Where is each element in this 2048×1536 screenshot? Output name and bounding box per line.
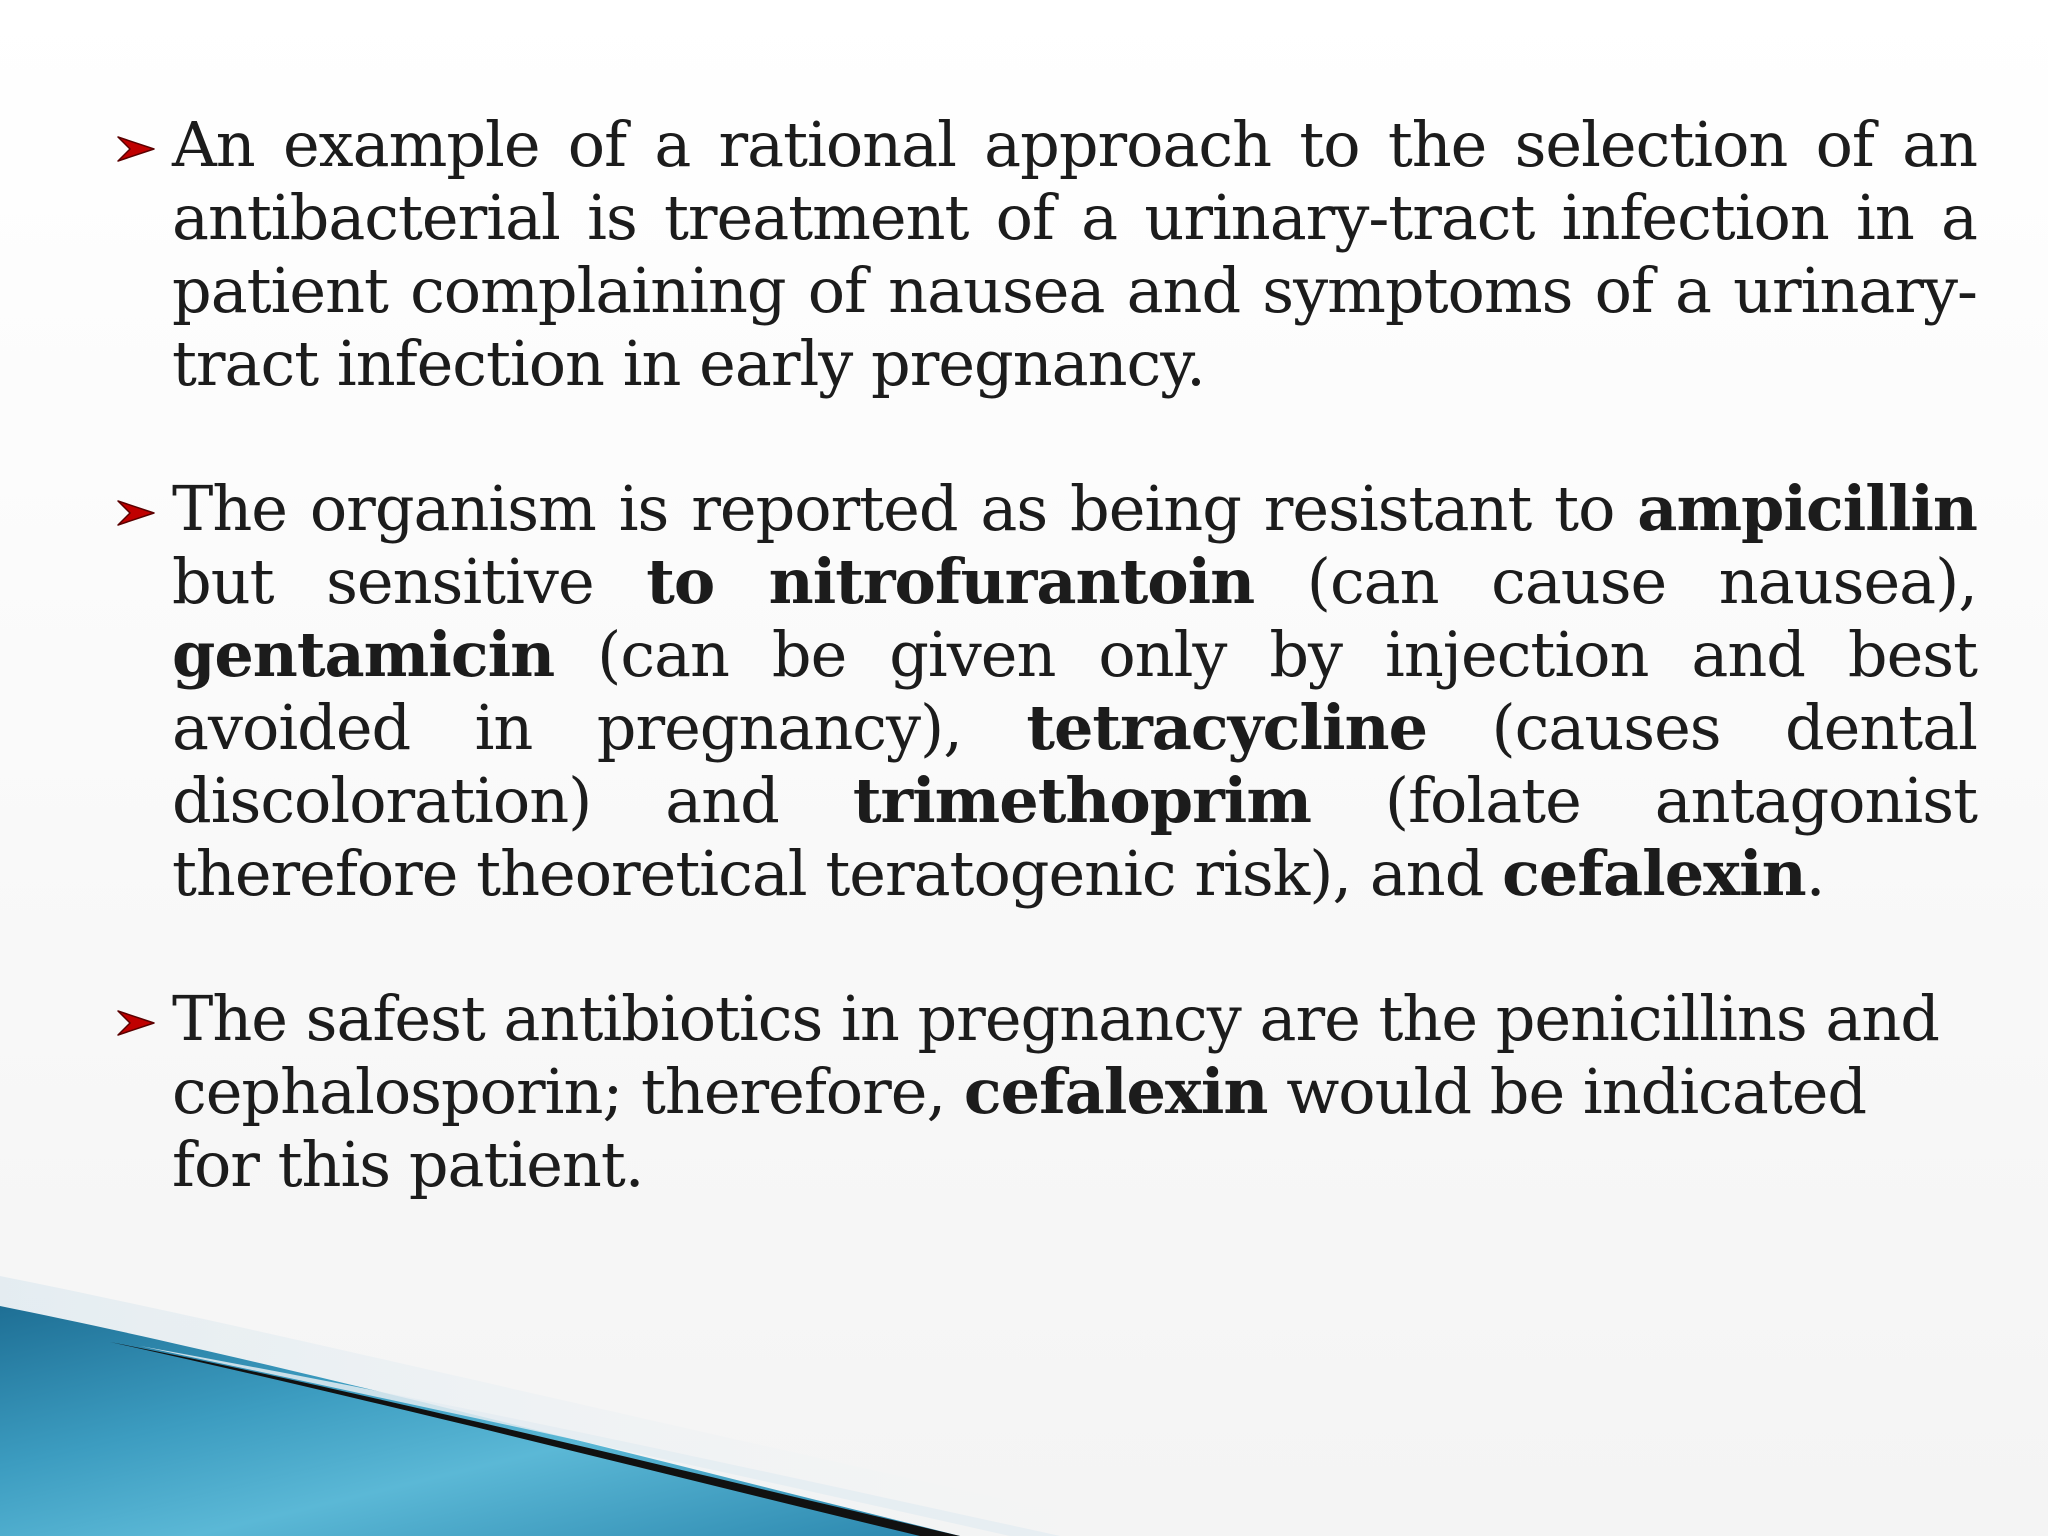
text-run: (can be given only by injection and best avoided in pregnancy),: [172, 618, 1977, 764]
text-run: The organism is reported as being resistant to: [172, 472, 1638, 545]
drug-name-ampicillin: ampicillin: [1637, 472, 1977, 545]
text-run: The safest antibiotics in pregnancy are the penicillins and cephalosporin; therefore,: [172, 982, 1939, 1128]
text-run: but sensitive: [172, 545, 647, 618]
drug-name-cefalexin: cefalexin: [963, 1055, 1268, 1128]
text-run: (causes dental discoloration) and: [172, 691, 1977, 837]
bullet-text: [172, 982, 1939, 1201]
drug-name-cefalexin: cefalexin: [1502, 837, 1806, 910]
bullet-item-resistance: [112, 472, 1977, 910]
bullet-item-safest-antibiotics: [112, 982, 1952, 1201]
arrow-bullet-icon: [116, 1009, 158, 1037]
bullet-item-rational-approach: [112, 108, 1977, 400]
decorative-swoosh: [0, 1276, 2048, 1536]
text-run: .: [1805, 837, 1825, 910]
text-run: (folate antagonist therefore theoretical teratogenic risk), and: [172, 764, 1977, 910]
text-run: An example of a rational approach to the selection of an antibacterial is treatment of a urinary-tract infection in a patient complaining of nausea and symptoms of a urinary-tract infection in early pregnancy.: [172, 108, 1977, 400]
bullet-text: [172, 108, 1977, 400]
drug-name-tetracycline: tetracycline: [1026, 691, 1428, 764]
text-run: would be indicated for this patient.: [172, 1055, 1867, 1201]
arrow-bullet-icon: [116, 499, 158, 527]
drug-name-gentamicin: gentamicin: [172, 618, 555, 691]
drug-name-nitrofurantoin: to nitrofurantoin: [646, 545, 1255, 618]
bullet-list: [112, 108, 1977, 1201]
text-run: (can cause nausea),: [1254, 545, 1977, 618]
bullet-text: [172, 472, 1977, 910]
drug-name-trimethoprim: trimethoprim: [852, 764, 1311, 837]
arrow-bullet-icon: [116, 135, 158, 163]
